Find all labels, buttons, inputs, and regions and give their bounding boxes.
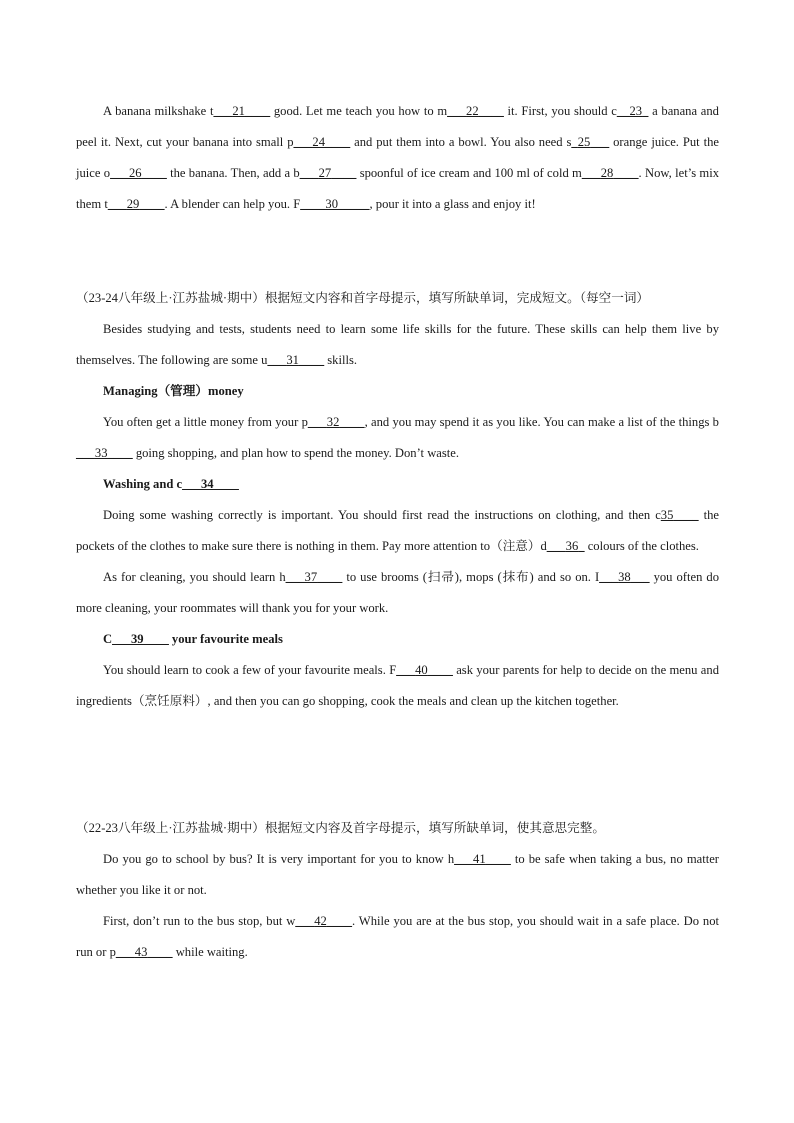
blank-26[interactable]: ___26____ <box>110 166 167 180</box>
blank-25[interactable]: _25___ <box>571 135 610 149</box>
text: Do you go to school by bus? It is very important for you to know h <box>103 852 455 866</box>
blank-32[interactable]: ___32____ <box>307 415 365 429</box>
blank-29[interactable]: ___29____ <box>107 197 165 211</box>
text: you often do more cleaning, your roommates will thank you for your work. <box>76 570 719 615</box>
text: skills. <box>324 353 358 367</box>
text: the pockets of the clothes to make sure there is nothing in them. Pay more attention to（注意）d <box>76 508 719 553</box>
text: going shopping, and plan how to spend the money. Don’t waste. <box>132 446 460 460</box>
passage-milkshake <box>76 96 719 220</box>
paragraph-washing <box>76 500 719 562</box>
text: while waiting. <box>172 945 248 959</box>
paragraph-bus-stop <box>76 906 719 968</box>
passage-life-skills <box>76 283 719 717</box>
text: to be safe when taking a bus, no matter whether you like it or not. <box>76 852 719 897</box>
blank-35[interactable]: 35____ <box>660 508 699 522</box>
section-header: （23-24八年级上·江苏盐城·期中）根据短文内容和首字母提示，填写所缺单词，完成短文。（每空一词） <box>76 291 650 305</box>
blank-40[interactable]: ___40____ <box>396 663 453 677</box>
blank-21[interactable]: ___21____ <box>213 104 271 118</box>
text: . While you are at the bus stop, you should wait in a safe place. Do not run or p <box>76 914 719 959</box>
blank-34[interactable]: ___34____ <box>182 477 239 491</box>
text: . Now, let’s mix them t <box>76 166 719 211</box>
text: You often get a little money from your p <box>103 415 308 429</box>
blank-24[interactable]: ___24____ <box>293 135 351 149</box>
subheading-washing: Washing and c___34____ <box>76 469 719 500</box>
text: , and you may spend it as you like. You can make a list of the things b <box>364 415 719 429</box>
blank-31[interactable]: ___31____ <box>267 353 325 367</box>
blank-37[interactable]: ___37____ <box>285 570 343 584</box>
blank-30[interactable]: ____30_____ <box>300 197 370 211</box>
text: As for cleaning, you should learn h <box>103 570 286 584</box>
text: A banana milkshake t <box>103 104 214 118</box>
paragraph-money <box>76 407 719 469</box>
blank-42[interactable]: ___42____ <box>295 914 353 928</box>
text: . A blender can help you. F <box>164 197 301 211</box>
paragraph-intro <box>76 314 719 376</box>
subheading-meals: C___39____ your favourite meals <box>76 624 719 655</box>
text: to use brooms (扫帚), mops (抹布) and so on. I <box>342 570 600 584</box>
subheading-money: Managing（管理）money <box>103 384 244 398</box>
blank-22[interactable]: ___22____ <box>447 104 504 118</box>
blank-33[interactable]: ___33____ <box>76 446 133 460</box>
text: it. First, you should c <box>503 104 617 118</box>
blank-39[interactable]: ___39____ <box>112 632 169 646</box>
section-header: （22-23八年级上·江苏盐城·期中）根据短文内容及首字母提示，填写所缺单词，使其意思完整。 <box>76 821 605 835</box>
paragraph-meals <box>76 655 719 717</box>
text: a banana and peel it. Next, cut your banana into small p <box>76 104 719 149</box>
blank-28[interactable]: ___28____ <box>581 166 639 180</box>
paragraph-bus-intro <box>76 844 719 906</box>
text: Doing some washing correctly is important. You should first read the instructions on clothing, and then c <box>103 508 661 522</box>
text: and put them into a bowl. You also need s <box>350 135 572 149</box>
blank-41[interactable]: ___41____ <box>454 852 511 866</box>
blank-23[interactable]: __23_ <box>616 104 649 118</box>
paragraph-cleaning <box>76 562 719 624</box>
blank-36[interactable]: ___36_ <box>546 539 585 553</box>
text: good. Let me teach you how to m <box>270 104 448 118</box>
text: orange juice. Put the juice o <box>76 135 719 180</box>
text: Besides studying and tests, students need to learn some life skills for the future. These skills can help them live by themselves. The following are some u <box>76 322 719 367</box>
text: , pour it into a glass and enjoy it! <box>369 197 536 211</box>
text: spoonful of ice cream and 100 ml of cold m <box>356 166 582 180</box>
text: First, don’t run to the bus stop, but w <box>103 914 296 928</box>
blank-38[interactable]: ___38___ <box>599 570 650 584</box>
paragraph-milkshake <box>76 96 719 220</box>
text: the banana. Then, add a b <box>166 166 300 180</box>
blank-27[interactable]: ___27____ <box>299 166 357 180</box>
blank-43[interactable]: ___43____ <box>115 945 173 959</box>
text: You should learn to cook a few of your favourite meals. F <box>103 663 397 677</box>
passage-bus-safety <box>76 813 719 968</box>
text: ask your parents for help to decide on the menu and ingredients（烹饪原料）, and then you can go shopping, cook the meals and clean up the kitchen together. <box>76 663 719 708</box>
text: colours of the clothes. <box>584 539 699 553</box>
